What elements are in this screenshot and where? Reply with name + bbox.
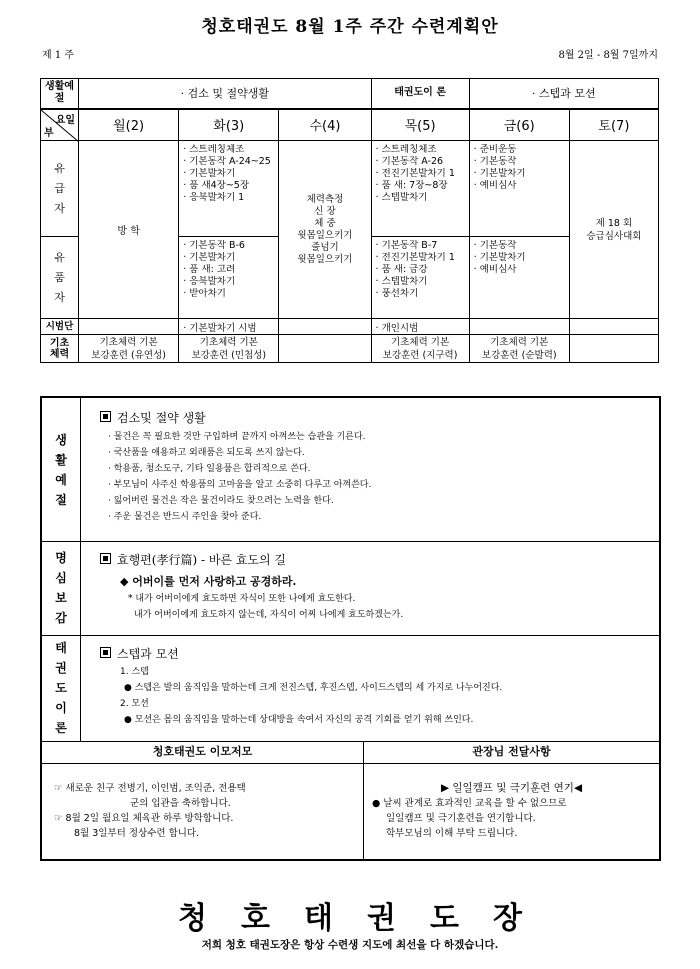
mon-main: 방 학: [79, 141, 179, 319]
info-box: [40, 396, 661, 861]
news-header: 청호태권도 이모저모: [42, 741, 363, 764]
fri-basic: 기초체력 기본 보강훈련 (순발력): [469, 335, 569, 363]
life-line: · 국산품을 애용하고 외래품은 되도록 쓰지 않는다.: [108, 448, 305, 458]
bottom-panels: [42, 741, 659, 859]
news-line: 군의 입관을 축하합니다.: [130, 798, 231, 809]
notice-line: 일일캠프 및 극기훈련을 연기합니다.: [386, 813, 536, 824]
thu-basic: 기초체력 기본 보강훈련 (지구력): [371, 335, 469, 363]
wed-basic: [279, 335, 371, 363]
yugeup-row: [41, 141, 659, 237]
dot-bullet-icon: ●: [124, 715, 135, 725]
fri-yupum: · 기본동작 · 기본발차기 · 예비심사: [469, 237, 569, 319]
day-header-sat: 토(7): [569, 109, 658, 141]
diamond-bullet-icon: ◆: [120, 575, 133, 588]
life-heading: 검소및 절약 생활: [100, 409, 653, 426]
test-label: 시범단: [41, 319, 79, 335]
theory-heading: 스텝과 모션: [100, 645, 653, 662]
test-row: [41, 319, 659, 335]
thu-test: · 개인시범: [371, 319, 469, 335]
notice-title: ▶ 일일캠프 및 극기훈련 연기◀: [440, 782, 583, 794]
mind-subheading: ◆ 어버이를 먼저 사랑하고 공경하라.: [120, 575, 297, 588]
corner-bottom-label: 부: [44, 128, 54, 139]
mind-line: * 내가 어버이에게 효도하면 자식이 또한 나에게 효도한다.: [128, 594, 356, 604]
basic-row: [41, 335, 659, 363]
mon-test: [79, 319, 179, 335]
news-line: 8월 3일부터 정상수련 합니다.: [74, 828, 200, 839]
notice-body: [364, 781, 659, 841]
yugeup-label: 유급자: [41, 141, 79, 237]
life-line: · 부모님이 사주신 학용품의 고마움을 알고 소중히 다루고 아껴쓴다.: [108, 480, 372, 490]
yupum-label: 유품자: [41, 237, 79, 319]
tkd-label: 태권도이 론: [371, 79, 469, 109]
life-value: · 검소 및 절약생활: [79, 79, 371, 109]
theory-section-label: 태 권 도 이 론: [42, 635, 81, 741]
dot-bullet-icon: ●: [124, 683, 135, 693]
date-range: 8월 2일 - 8월 7일까지: [558, 50, 658, 61]
notice-header: 관장님 전달사항: [364, 741, 659, 764]
news-line: ☞ 8월 2일 월요일 체육관 하루 방학합니다.: [54, 813, 234, 824]
day-header-tue: 화(3): [179, 109, 279, 141]
wed-test: [279, 319, 371, 335]
day-header-row: [41, 109, 659, 141]
fri-yugeup: · 준비운동 · 기본동작 · 기본발차기 · 예비심사: [469, 141, 569, 237]
life-line: · 주운 물건은 반드시 주인을 찾아 준다.: [108, 512, 262, 522]
theory-item1-text: ● 스텝은 발의 움직임을 말하는데 크게 전진스텝, 후진스텝, 사이드스텝의 세 가지로 나누어진다.: [124, 683, 503, 693]
corner-cell: [41, 109, 79, 141]
theory-section: [42, 635, 659, 742]
theory-item2-title: 2. 모션: [120, 699, 149, 709]
schedule-table: [40, 78, 659, 363]
tue-yupum: · 기본동작 B-6 · 기본발차기 · 품 새: 고려 · 응북발차기 · 받아차기: [179, 237, 279, 319]
mind-section-label: 명 심 보 감: [42, 541, 81, 635]
week-number: 제 1 주: [42, 50, 75, 61]
mind-heading: 효행편(孝行篇) - 바른 효도의 길: [100, 551, 653, 568]
news-line: ☞ 새로운 친구 전병기, 이인범, 조익준, 전용택: [54, 783, 246, 794]
day-header-mon: 월(2): [79, 109, 179, 141]
tue-yugeup: · 스트레칭체조 · 기본동작 A-24~25 · 기본발차기 · 품 새4장~5장 · 응북발차기 1: [179, 141, 279, 237]
sat-basic: [569, 335, 658, 363]
notice-line: ● 날씨 관계로 효과적인 교육을 할 수 없으므로: [372, 798, 567, 809]
day-header-thu: 목(5): [371, 109, 469, 141]
life-label: 생활예절: [41, 79, 79, 109]
life-line: · 물건은 꼭 필요한 것만 구입하며 끝까지 아껴쓰는 습관을 기른다.: [108, 432, 366, 442]
page-title: 청호태권도 8월 1주 주간 수련계획안: [201, 17, 499, 37]
news-body: [54, 781, 246, 841]
sat-test: [569, 319, 658, 335]
sat-main: 제 18 회 승급심사대회: [569, 141, 658, 319]
square-bullet-icon: [100, 411, 111, 422]
dojang-motto: 저희 청호 태권도장은 항상 수련생 지도에 최선을 다 하겠습니다.: [201, 939, 499, 951]
mind-section: [42, 541, 659, 636]
life-line: · 잃어버린 물건은 작은 물건이라도 찾으려는 노력을 한다.: [108, 496, 334, 506]
thu-yupum: · 기본동작 B-7 · 전진기본발차기 1 · 품 새: 금강 · 스텝발차기 · 풍선차기: [371, 237, 469, 319]
corner-top-label: 요일: [55, 114, 76, 126]
notice-line: 학부모님의 이해 부탁 드립니다.: [386, 828, 518, 839]
day-header-fri: 금(6): [469, 109, 569, 141]
life-section-label: 생 활 예 절: [42, 398, 81, 541]
life-section: [42, 398, 659, 542]
thu-yugeup: · 스트레칭체조 · 기본동작 A-26 · 전진기본발차기 1 · 품 새: 7장~8장 · 스텝발차기: [371, 141, 469, 237]
fri-test: [469, 319, 569, 335]
tkd-value: · 스텝과 모션: [469, 79, 658, 109]
wed-main: 체력측정 신 장 체 중 윗몸일으키기 줄넘기 윗몸일으키기: [279, 141, 371, 319]
dojang-name: 청호태권도장: [178, 901, 556, 936]
header-info-row: [41, 79, 659, 109]
theory-item2-text: ● 모션은 몸의 움직임을 말하는데 상대방을 속여서 자신의 공격 기회를 얻기 위해 쓰인다.: [124, 715, 474, 725]
day-header-wed: 수(4): [279, 109, 371, 141]
mind-line: 내가 어버이에게 효도하지 않는데, 자식이 어찌 나에게 효도하겠는가.: [134, 610, 404, 620]
tue-basic: 기초체력 기본 보강훈련 (민첩성): [179, 335, 279, 363]
life-line: · 학용품, 청소도구, 기타 일용품은 합리적으로 쓴다.: [108, 464, 311, 474]
mon-basic: 기초체력 기본 보강훈련 (유연성): [79, 335, 179, 363]
square-bullet-icon: [100, 553, 111, 564]
theory-item1-title: 1. 스텝: [120, 667, 149, 677]
square-bullet-icon: [100, 647, 111, 658]
basic-label: 기초체력: [41, 335, 79, 363]
tue-test: · 기본발차기 시범: [179, 319, 279, 335]
